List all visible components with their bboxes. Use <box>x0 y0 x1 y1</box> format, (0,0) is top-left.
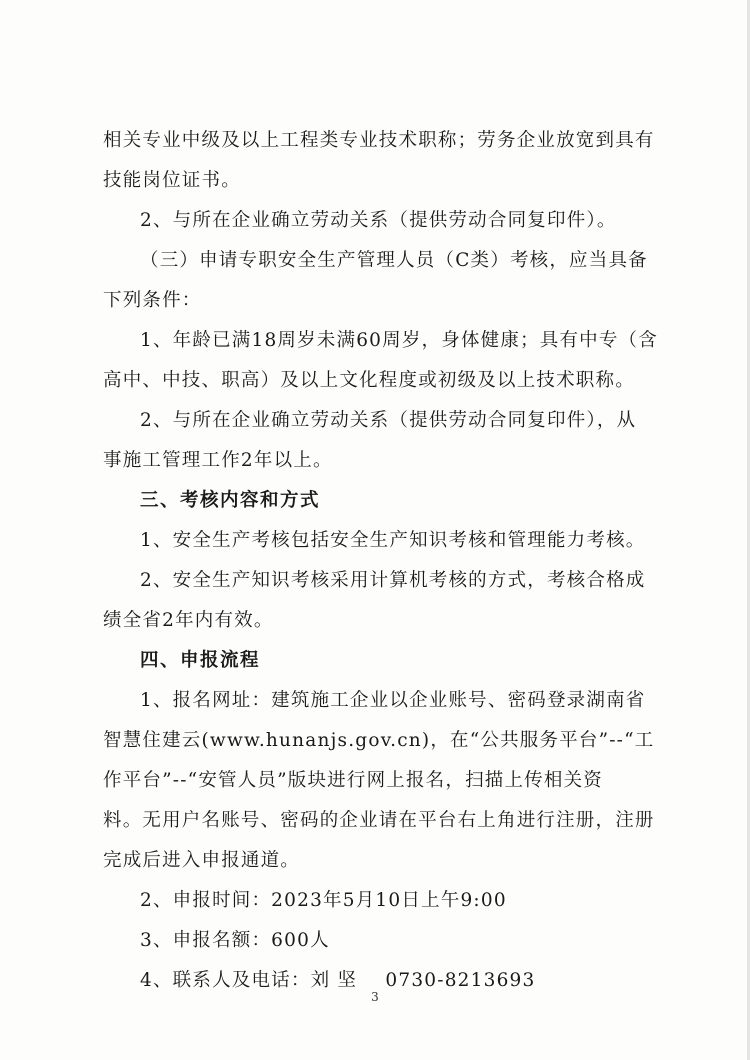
paragraph-line: 2、与所在企业确立劳动关系（提供劳动合同复印件）。 <box>140 210 617 231</box>
paragraph-line: 绩全省2年内有效。 <box>103 610 274 631</box>
paragraph-line: 作平台”--“安管人员”版块进行网上报名，扫描上传相关资 <box>103 770 603 791</box>
section-heading: 三、考核内容和方式 <box>140 490 321 511</box>
paragraph-line: 4、联系人及电话：刘 坚 0730-8213693 <box>140 970 536 991</box>
section-heading: 四、申报流程 <box>140 650 261 671</box>
paragraph-line: 智慧住建云(www.hunanjs.gov.cn)，在“公共服务平台”--“工 <box>103 730 655 751</box>
document-body <box>103 121 663 1001</box>
paragraph-line: 技能岗位证书。 <box>103 170 241 191</box>
paragraph-line: 3、申报名额：600人 <box>140 930 330 951</box>
paragraph-line: 完成后进入申报通道。 <box>103 850 301 871</box>
paragraph-line: 2、申报时间：2023年5月10日上午9:00 <box>140 890 507 911</box>
paragraph-line: 1、安全生产考核包括安全生产知识考核和管理能力考核。 <box>140 530 646 551</box>
paragraph-line: 料。无用户名账号、密码的企业请在平台右上角进行注册，注册 <box>103 810 655 831</box>
page-number: 3 <box>371 990 379 1004</box>
paragraph-line: 相关专业中级及以上工程类专业技术职称；劳务企业放宽到具有 <box>103 130 655 151</box>
paragraph-line: 1、年龄已满18周岁未满60周岁，身体健康；具有中专（含 <box>140 330 658 351</box>
paragraph-line: 2、与所在企业确立劳动关系（提供劳动合同复印件），从 <box>140 410 637 431</box>
paragraph-line: 下列条件： <box>103 290 202 311</box>
paragraph-line: 高中、中技、职高）及以上文化程度或初级及以上技术职称。 <box>103 370 635 391</box>
paragraph-line: 事施工管理工作2年以上。 <box>103 450 333 471</box>
paragraph-line: （三）申请专职安全生产管理人员（C类）考核，应当具备 <box>140 250 648 271</box>
paragraph-line: 2、安全生产知识考核采用计算机考核的方式，考核合格成 <box>140 570 646 591</box>
paragraph-line: 1、报名网址：建筑施工企业以企业账号、密码登录湖南省 <box>140 690 646 711</box>
